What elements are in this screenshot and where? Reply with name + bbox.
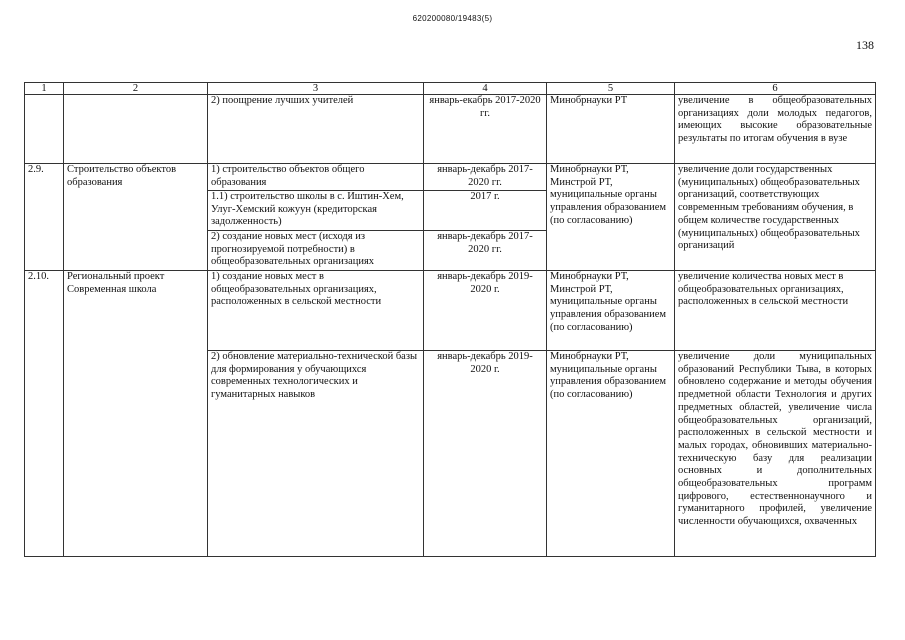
period-cell: январь-декабрь 2019-2020 г. [424, 271, 547, 351]
executor-cell: Минобрнауки РТ, Минстрой РТ, муниципальные органы управления образованием (по согласованию) [547, 271, 675, 351]
table-row [25, 271, 876, 351]
column-header-1: 1 [25, 83, 64, 95]
page-number: 138 [856, 38, 874, 52]
row-number-cell [25, 95, 64, 164]
table-row [25, 95, 876, 164]
executor-cell: Минобрнауки РТ [547, 95, 675, 164]
activity-cell: 1.1) строительство школы в с. Иштин-Хем, Улуг-Хемский кожуун (кредиторская задолженность) [208, 191, 424, 231]
period-cell: январь-декабрь 2019-2020 г. [424, 351, 547, 557]
activity-cell: 2) создание новых мест (исходя из прогнозируемой потребности) в общеобразовательных организациях [208, 231, 424, 271]
executor-cell: Минобрнауки РТ, муниципальные органы управления образованием (по согласованию) [547, 351, 675, 557]
activity-cell: 2) обновление материально-технической базы для формирования у обучающихся современных технологических и гуманитарных навыков [208, 351, 424, 557]
document-id: 620200080/19483(5) [412, 14, 493, 23]
column-header-4: 4 [424, 83, 547, 95]
column-number-row [25, 83, 876, 95]
period-cell: январь-декабрь 2017-2020 гг. [424, 164, 547, 191]
plan-table [24, 82, 876, 557]
period-cell: январь-декабрь 2017-2020 гг. [424, 231, 547, 271]
period-cell: январь-екабрь 2017-2020 гг. [424, 95, 547, 164]
row-name-cell: Региональный проект Современная школа [64, 271, 208, 557]
result-cell: увеличение в общеобразовательных организациях доли молодых педагогов, имеющих высокие образовательные результаты по итогам обучения в вузе [675, 95, 876, 164]
activity-cell: 1) строительство объектов общего образования [208, 164, 424, 191]
result-cell: увеличение доли государственных (муниципальных) общеобразовательных организаций, соответствующих современным требованиям обучения, в общем количестве государственных (муниципальных) общеобразовательных организаций [675, 164, 876, 271]
activity-cell: 1) создание новых мест в общеобразовательных организациях, расположенных в сельской местности [208, 271, 424, 351]
column-header-3: 3 [208, 83, 424, 95]
period-cell: 2017 г. [424, 191, 547, 231]
executor-cell: Минобрнауки РТ, Минстрой РТ, муниципальные органы управления образованием (по согласованию) [547, 164, 675, 271]
table-row [25, 164, 876, 191]
row-number-cell: 2.9. [25, 164, 64, 271]
column-header-6: 6 [675, 83, 876, 95]
row-name-cell [64, 95, 208, 164]
result-cell: увеличение доли муниципальных образований Республики Тыва, в которых обновлено содержание и методы обучения предметной области Технология и других предметных областей, увеличение числа общеобразовательных организаций, расположенных в сельской местности и малых городах, обновивших материально-техническую базу для реализации основных и дополнительных общеобразовательных программ цифрового, естественнонаучного и гуманитарного профилей, увеличение численности обучающихся, охваченных [675, 351, 876, 557]
result-cell: увеличение количества новых мест в общеобразовательных организациях, расположенных в сельской местности [675, 271, 876, 351]
activity-cell: 2) поощрение лучших учителей [208, 95, 424, 164]
row-name-cell: Строительство объектов образования [64, 164, 208, 271]
row-number-cell: 2.10. [25, 271, 64, 557]
column-header-2: 2 [64, 83, 208, 95]
column-header-5: 5 [547, 83, 675, 95]
